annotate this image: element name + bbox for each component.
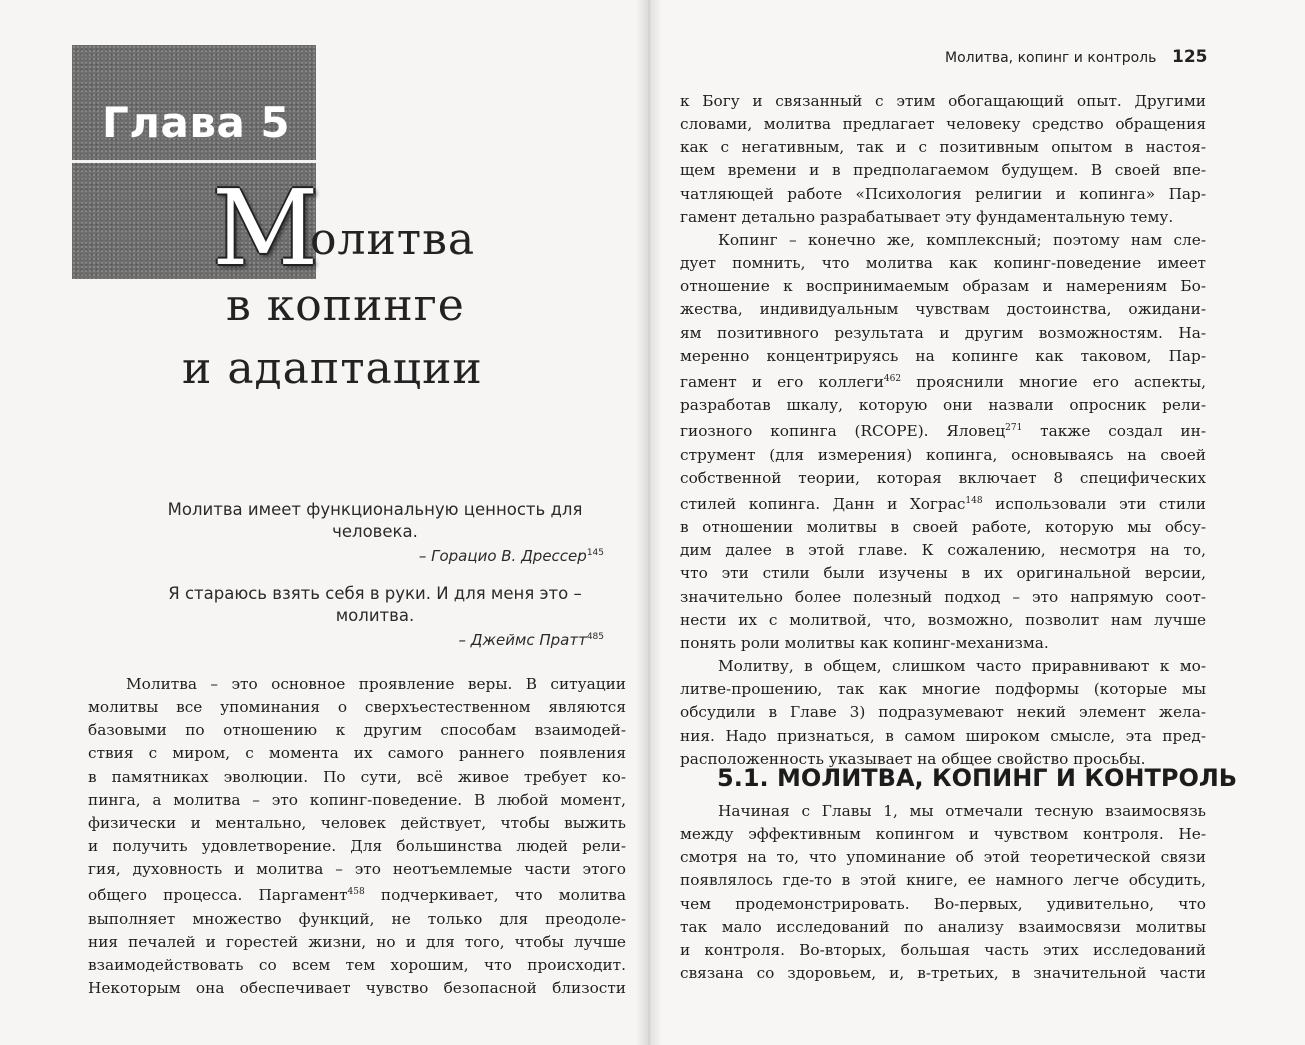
epigraph-author: – Джеймс Пратт$^{485}$	[458, 631, 604, 649]
chapter-banner-divider	[72, 160, 316, 163]
body-paragraph: Молитва – это основное проявление веры. В ситуации молитвы все упоминания о сверхъестественном являются базовыми по отношению к другим способам взаимодей- ствия с миром, с момента их самого раннего появления в памятниках эволюции. По сути, всё живое требует ко- пинга, а молитва – это копинг-поведение. В любой момент, физически и ментально, человек действует, чтобы выжить и получить удовлетворение. Для большинства людей рели- гия, духовность и молитва – это неотъемлемые части этого общего процесса. Паргамент$^{458}$ подчеркивает, что молитва выполняет множество функций, не только для преодоле- ния печалей и горестей жизни, но и для того, чтобы лучше взаимодействовать со всем тем хорошим, что происходит. Некоторым она обеспечивает чувство безопасной близости	[88, 675, 626, 998]
epigraph-line: молитва.	[335, 606, 415, 625]
citation-ref: 148	[965, 495, 983, 506]
page-number: 125	[1172, 47, 1208, 67]
epigraph-line: человека.	[332, 522, 418, 541]
citation-ref: 145	[586, 548, 604, 558]
chapter-title-line-1: олитва	[310, 214, 476, 265]
left-page	[0, 0, 648, 1045]
citation-ref: 462	[883, 373, 902, 384]
epigraph-line: Молитва имеет функциональную ценность для	[167, 500, 583, 519]
chapter-label: Глава 5	[102, 98, 291, 147]
chapter-title-line-2: в копинге	[226, 280, 465, 331]
book-gutter-shadow	[636, 0, 662, 1045]
epigraph-line: Я стараюсь взять себя в руки. И для меня это –	[168, 584, 582, 603]
section-heading: 5.1. МОЛИТВА, КОПИНГ И КОНТРОЛЬ	[717, 764, 1238, 792]
body-text-right-top: к Богу и связанный с этим обогащающий опыт. Другими словами, молитва предлагает человеку средство обращения как с негативным, так и с позитивным опытом в настоя- щем времени и в предполагаемом будущем. В своей впе- чатляющей работе «Психология религии и копинга» Пар- гамент детально разрабатывает эту фундаментальную тему. Копинг – конечно же, комплексный; поэтому нам сле- дует помнить, что молитва как копинг-поведение имеет отношение к воспринимаемым образам и намерениям Бо- жества, индивидуальным чувствам достоинства, ожидани- ям позитивного результата и другим возможностям. На- меренно концентрируясь на копинге как таковом, Пар- гамент и его коллеги$^{462}$ прояснили многие его аспекты, разработав шкалу, которую они назвали опросник рели- гиозного копинга (RCOPE). Яловец$^{271}$ также создал ин- струмент (для измерения) копинга, основываясь на своей собственной теории, которая включает 8 специфических стилей копинга. Данн и Хограс$^{148}$ использовали эти стили в отношении молитвы в своей работе, которую мы обсу- дим далее в этой главе. К сожалению, несмотря на то, что эти стили были изучены в их оригинальной версии, значительно более полезный подход – это напрямую соот- нести их с молитвой, что, возможно, позволит нам лучше понять роли молитвы как копинг-механизма. Молитву, в общем, слишком часто приравнивают к мо- литве-прошению, так как многие подформы (которые мы обсудили в Главе 3) подразумевают некий элемент жела- ния. Надо признаться, в самом широком смысле, эта пред- расположенность указывает на общее свойство просьбы.	[680, 92, 1206, 768]
epigraph-quote	[160, 583, 590, 627]
citation-ref: 271	[1005, 423, 1023, 434]
running-head: Молитва, копинг и контроль	[945, 50, 1157, 66]
epigraph-author: – Горацио В. Дрессер$^{145}$	[418, 547, 604, 565]
epigraph-quote	[160, 499, 590, 543]
chapter-title-initial: М	[212, 167, 319, 289]
citation-ref: 485	[586, 632, 604, 642]
citation-ref: 458	[347, 887, 365, 898]
body-text-section: Начиная с Главы 1, мы отмечали тесную взаимосвязь между эффективным копингом и чувством контроля. Не- смотря на то, что упоминание об этой теоретической связи появлялось где-то в этой книге, ее намного легче обсудить, чем продемонстрировать. Во-первых, удивительно, что так мало исследований по анализу взаимосвязи молитвы и контроля. Во-вторых, большая часть этих исследований связана со здоровьем, и, в-третьих, в значительной части	[680, 802, 1206, 983]
chapter-title-line-3: и адаптации	[182, 343, 483, 394]
